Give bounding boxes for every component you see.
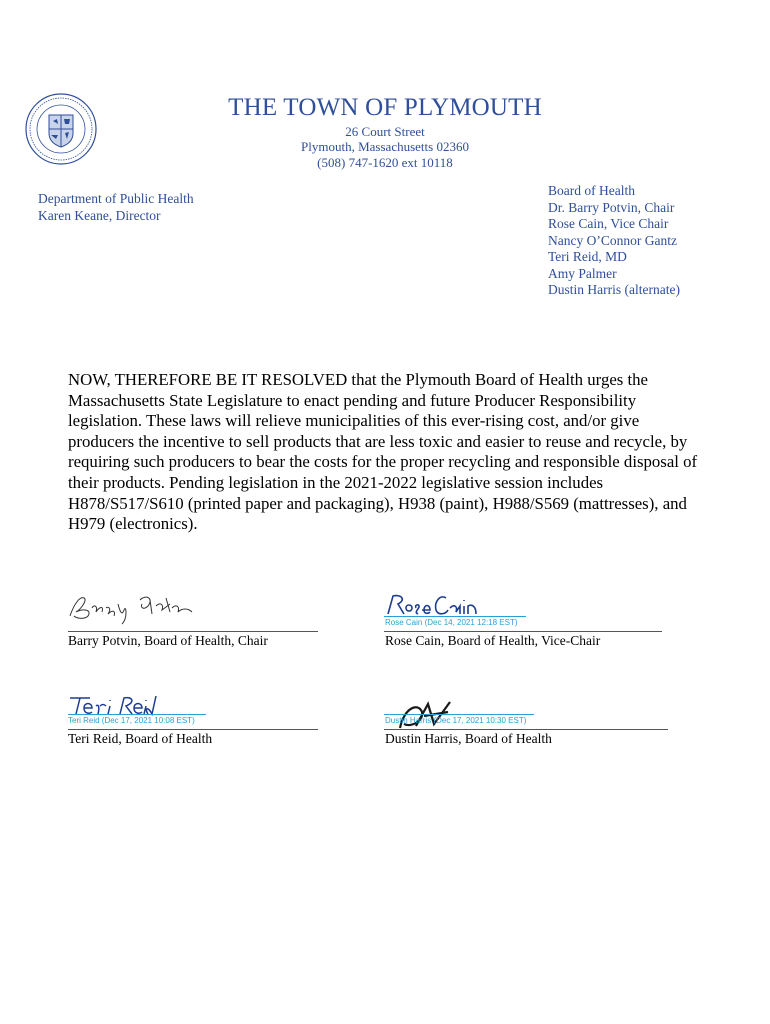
reid-signature-image — [68, 694, 158, 716]
board-member: Dustin Harris (alternate) — [548, 282, 680, 297]
board-member: Nancy O’Connor Gantz — [548, 232, 677, 248]
board-member: Dr. Barry Potvin, Chair — [548, 199, 675, 215]
cain-signature-line — [384, 631, 662, 632]
potvin-signature-caption: Barry Potvin, Board of Health, Chair — [68, 633, 268, 648]
street-address: 26 Court Street — [345, 124, 425, 139]
board-members-list — [548, 183, 680, 299]
cain-esign-underline — [384, 616, 526, 617]
cain-signature-image — [384, 590, 494, 618]
department-name: Department of Public Health — [38, 191, 194, 206]
resolution-paragraph: NOW, THEREFORE BE IT RESOLVED that the Plymouth Board of Health urges the Massachusetts State Legislature to enact pending and future Producer Responsibility legislation. These laws will relieve municipalities of this ever-rising cost, and/or give producers the incentive to sell products that are less toxic and easier to reuse and recycle, by requiring such producers to bear the costs for the proper recycling and responsible disposal of their products. Pending legislation in the 2021-2022 legislative session includes H878/S517/S610 (printed paper and packaging), H938 (paint), H988/S569 (mattresses), and H979 (electronics). — [68, 370, 698, 534]
cain-signature-caption: Rose Cain, Board of Health, Vice-Chair — [385, 633, 601, 648]
reid-signature-line — [68, 729, 318, 730]
phone-number: (508) 747-1620 ext 10118 — [317, 155, 453, 170]
board-heading: Board of Health — [548, 183, 635, 198]
board-member: Teri Reid, MD — [548, 249, 627, 264]
reid-esign-underline — [68, 714, 206, 715]
harris-signature-caption: Dustin Harris, Board of Health — [385, 731, 552, 746]
department-director: Karen Keane, Director — [38, 207, 161, 223]
reid-signature-caption: Teri Reid, Board of Health — [68, 731, 213, 746]
harris-esign-stamp: Dustin Harris (Dec 17, 2021 10:30 EST) — [385, 716, 527, 725]
harris-esign-underline — [384, 714, 534, 715]
city-address: Plymouth, Massachusetts 02360 — [301, 139, 469, 154]
harris-signature-line — [384, 729, 668, 730]
potvin-signature-line — [68, 631, 318, 632]
department-block — [38, 191, 194, 224]
board-member: Amy Palmer — [548, 265, 617, 281]
board-member: Rose Cain, Vice Chair — [548, 216, 669, 231]
town-title: THE TOWN OF PLYMOUTH — [228, 94, 542, 121]
harris-signature-image — [394, 698, 458, 732]
reid-esign-stamp: Teri Reid (Dec 17, 2021 10:08 EST) — [68, 716, 195, 725]
cain-esign-stamp: Rose Cain (Dec 14, 2021 12:18 EST) — [385, 618, 518, 627]
potvin-signature-image — [66, 590, 206, 626]
